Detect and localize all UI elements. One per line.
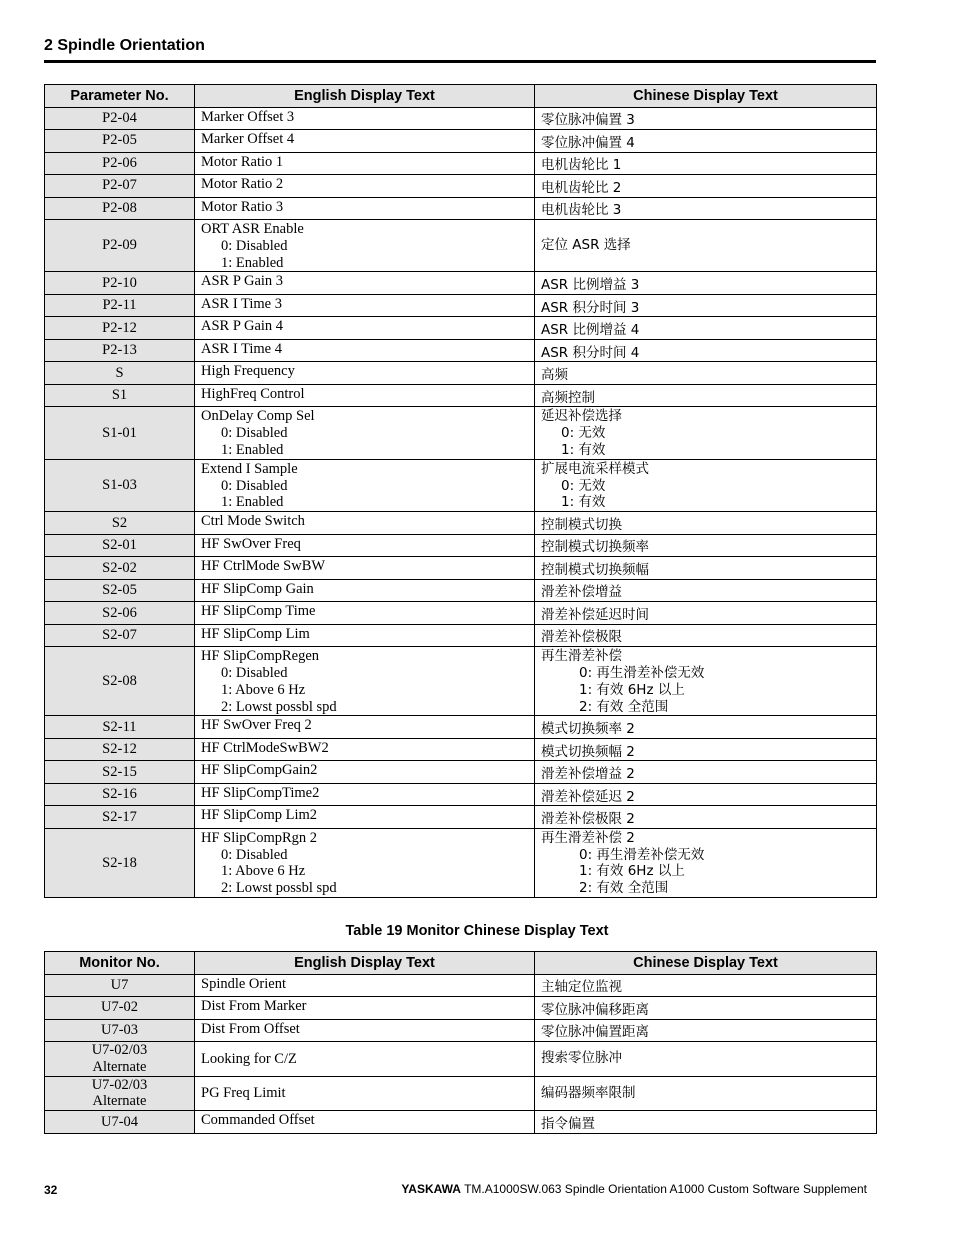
table-row <box>45 407 877 459</box>
cell-text: Motor Ratio 3 <box>201 198 284 215</box>
section-title: 2 Spindle Orientation <box>44 37 205 54</box>
english-text-cell <box>195 317 535 340</box>
english-text-cell <box>195 997 535 1020</box>
english-text-cell <box>195 1042 535 1077</box>
table-row <box>45 624 877 647</box>
cell-text: 电机齿轮比 3 <box>541 202 622 219</box>
number-cell: S2-12 <box>45 738 195 761</box>
chinese-text-cell <box>535 317 877 340</box>
english-text-cell <box>195 783 535 806</box>
chinese-text-cell <box>535 1076 877 1111</box>
english-text-cell <box>195 738 535 761</box>
table-row <box>45 272 877 295</box>
cell-text: 滑差补偿增益 <box>541 584 622 601</box>
cell-text: Looking for C/Z <box>201 1050 297 1067</box>
table-row <box>45 557 877 580</box>
cell-text: ASR P Gain 4 <box>201 318 284 335</box>
title-rule <box>44 60 876 63</box>
chinese-text-cell <box>535 407 877 459</box>
table-row <box>45 1042 877 1077</box>
cell-option-text: 1: Above 6 Hz <box>221 863 306 880</box>
english-text-cell <box>195 512 535 535</box>
cell-text: 延迟补偿选择 <box>541 408 622 425</box>
cell-text: HF SlipComp Lim <box>201 625 310 642</box>
cell-text: HF SwOver Freq <box>201 535 301 552</box>
table-row <box>45 1111 877 1134</box>
cell-option-text: 1: Above 6 Hz <box>221 681 306 698</box>
table-row <box>45 107 877 130</box>
chinese-text-cell <box>535 197 877 220</box>
chinese-text-cell <box>535 557 877 580</box>
chinese-text-cell <box>535 459 877 511</box>
table-row <box>45 197 877 220</box>
number-cell: S2-07 <box>45 624 195 647</box>
number-cell: P2-11 <box>45 294 195 317</box>
number-text: U7-03 <box>100 1021 139 1038</box>
number-text: Alternate <box>92 1058 147 1075</box>
number-cell <box>45 974 195 997</box>
cell-text: 零位脉冲偏移距离 <box>541 1001 649 1018</box>
english-text-cell <box>195 407 535 459</box>
chinese-text-cell <box>535 997 877 1020</box>
cell-option-text: 1: Enabled <box>221 441 284 458</box>
table-row <box>45 806 877 829</box>
table-row <box>45 459 877 511</box>
number-cell: S1 <box>45 384 195 407</box>
table-row <box>45 738 877 761</box>
number-cell: P2-08 <box>45 197 195 220</box>
cell-text: 模式切换频幅 2 <box>541 743 635 760</box>
table-row <box>45 152 877 175</box>
cell-text: HF SlipComp Lim2 <box>201 807 318 824</box>
cell-text: 搜索零位脉冲 <box>541 1050 622 1067</box>
number-text: U7-02 <box>100 999 139 1016</box>
chinese-text-cell <box>535 339 877 362</box>
number-cell: P2-05 <box>45 130 195 153</box>
english-text-cell <box>195 1111 535 1134</box>
cell-text: 再生滑差补偿 <box>541 648 622 665</box>
cell-text: 高频 <box>541 367 568 384</box>
table-row <box>45 534 877 557</box>
english-text-cell <box>195 130 535 153</box>
table-row <box>45 783 877 806</box>
cell-text: OnDelay Comp Sel <box>201 408 315 425</box>
cell-text: 高频控制 <box>541 389 595 406</box>
footer-doc-title: TM.A1000SW.063 Spindle Orientation A1000 Custom Software Supplement <box>464 1182 867 1196</box>
cell-text: 主轴定位监视 <box>541 979 622 996</box>
chinese-text-cell <box>535 384 877 407</box>
number-cell: S2-18 <box>45 828 195 897</box>
english-text-cell <box>195 602 535 625</box>
cell-text: Dist From Offset <box>201 1020 300 1037</box>
chinese-text-cell <box>535 828 877 897</box>
table-row <box>45 1076 877 1111</box>
number-cell: S2-02 <box>45 557 195 580</box>
cell-option-text: 1: 有效 6Hz 以上 <box>579 681 685 698</box>
cell-text: 零位脉冲偏置 3 <box>541 112 635 129</box>
cell-option-text: 2: Lowst possbl spd <box>221 698 337 715</box>
table-caption: Table 19 Monitor Chinese Display Text <box>345 923 609 939</box>
cell-option-text: 0: 无效 <box>561 425 606 442</box>
table-row <box>45 294 877 317</box>
cell-text: Motor Ratio 1 <box>201 153 284 170</box>
cell-text: ASR 比例增益 3 <box>541 277 640 294</box>
cell-text: 控制模式切换频幅 <box>541 561 649 578</box>
cell-text: 定位 ASR 选择 <box>541 237 631 254</box>
cell-text: 控制模式切换 <box>541 516 622 533</box>
cell-text: Commanded Offset <box>201 1112 315 1129</box>
table-row <box>45 1019 877 1042</box>
table-row <box>45 512 877 535</box>
cell-text: HF SlipCompRegen <box>201 648 320 665</box>
english-text-cell <box>195 828 535 897</box>
column-header: Chinese Display Text <box>535 952 877 975</box>
cell-text: 零位脉冲偏置距离 <box>541 1024 649 1041</box>
number-text: U7 <box>110 976 129 993</box>
cell-text: 指令偏置 <box>541 1115 595 1132</box>
table-row <box>45 974 877 997</box>
number-cell: P2-07 <box>45 175 195 198</box>
cell-option-text: 1: Enabled <box>221 254 284 271</box>
cell-text: HF SlipCompGain2 <box>201 762 318 779</box>
page-number: 32 <box>44 1183 58 1197</box>
english-text-cell <box>195 716 535 739</box>
number-cell: S1-03 <box>45 459 195 511</box>
column-header: English Display Text <box>195 85 535 108</box>
chinese-text-cell <box>535 1019 877 1042</box>
english-text-cell <box>195 152 535 175</box>
cell-text: 零位脉冲偏置 4 <box>541 134 635 151</box>
english-text-cell <box>195 175 535 198</box>
cell-text: 滑差补偿极限 <box>541 629 622 646</box>
cell-text: ASR 比例增益 4 <box>541 322 640 339</box>
chinese-text-cell <box>535 806 877 829</box>
chinese-text-cell <box>535 362 877 385</box>
column-header: Monitor No. <box>45 952 195 975</box>
column-header: English Display Text <box>195 952 535 975</box>
chinese-text-cell <box>535 716 877 739</box>
cell-option-text: 0: Disabled <box>221 477 288 494</box>
cell-text: ASR 积分时间 3 <box>541 299 640 316</box>
english-text-cell <box>195 647 535 716</box>
table-row <box>45 579 877 602</box>
number-cell <box>45 1076 195 1111</box>
english-text-cell <box>195 1019 535 1042</box>
chinese-text-cell <box>535 1111 877 1134</box>
chinese-text-cell <box>535 294 877 317</box>
table-row <box>45 761 877 784</box>
table-row <box>45 716 877 739</box>
cell-text: 滑差补偿极限 2 <box>541 811 635 828</box>
cell-text: HF SlipComp Time <box>201 603 316 620</box>
table-row <box>45 220 877 272</box>
cell-text: Dist From Marker <box>201 998 307 1014</box>
chinese-text-cell <box>535 974 877 997</box>
cell-text: HF SlipCompRgn 2 <box>201 829 318 846</box>
table-row <box>45 602 877 625</box>
cell-option-text: 1: 有效 <box>561 441 606 458</box>
cell-text: PG Freq Limit <box>201 1085 286 1102</box>
english-text-cell <box>195 197 535 220</box>
number-cell: P2-13 <box>45 339 195 362</box>
english-text-cell <box>195 384 535 407</box>
cell-text: Motor Ratio 2 <box>201 176 284 192</box>
cell-text: 编码器频率限制 <box>541 1084 636 1101</box>
cell-option-text: 1: 有效 6Hz 以上 <box>579 863 685 880</box>
number-cell: P2-10 <box>45 272 195 295</box>
number-cell: S2-08 <box>45 647 195 716</box>
number-text: U7-04 <box>100 1113 139 1130</box>
chinese-text-cell <box>535 761 877 784</box>
column-header: Chinese Display Text <box>535 85 877 108</box>
number-cell: P2-04 <box>45 107 195 130</box>
number-text: U7-02/03 <box>91 1042 148 1058</box>
cell-text: 电机齿轮比 1 <box>541 157 622 174</box>
number-cell <box>45 1019 195 1042</box>
chinese-text-cell <box>535 107 877 130</box>
footer-doc-info <box>401 1182 867 1196</box>
chinese-text-cell <box>535 783 877 806</box>
table-row <box>45 384 877 407</box>
number-text: Alternate <box>92 1093 147 1110</box>
footer-brand: YASKAWA <box>401 1182 461 1196</box>
table-row <box>45 997 877 1020</box>
cell-text: ASR 积分时间 4 <box>541 344 640 361</box>
number-cell <box>45 1042 195 1077</box>
parameter-table <box>44 84 877 898</box>
number-cell: P2-09 <box>45 220 195 272</box>
monitor-table <box>44 951 877 1134</box>
cell-option-text: 0: Disabled <box>221 237 288 254</box>
cell-text: 再生滑差补偿 2 <box>541 829 635 846</box>
table-row <box>45 317 877 340</box>
chinese-text-cell <box>535 624 877 647</box>
cell-option-text: 0: 再生滑差补偿无效 <box>579 846 705 863</box>
english-text-cell <box>195 806 535 829</box>
cell-text: HF CtrlModeSwBW2 <box>201 739 329 756</box>
cell-text: 滑差补偿延迟 2 <box>541 788 635 805</box>
cell-text: 滑差补偿增益 2 <box>541 766 635 783</box>
chinese-text-cell <box>535 602 877 625</box>
chinese-text-cell <box>535 579 877 602</box>
cell-option-text: 2: 有效 全范围 <box>579 880 669 897</box>
cell-text: 扩展电流采样模式 <box>541 460 649 477</box>
table-row <box>45 175 877 198</box>
cell-option-text: 0: Disabled <box>221 425 288 442</box>
cell-text: Marker Offset 4 <box>201 131 295 147</box>
number-cell: S2-06 <box>45 602 195 625</box>
table-header-row <box>45 952 877 975</box>
cell-text: HF SwOver Freq 2 <box>201 717 312 734</box>
english-text-cell <box>195 272 535 295</box>
english-text-cell <box>195 534 535 557</box>
english-text-cell <box>195 294 535 317</box>
number-cell: S2-15 <box>45 761 195 784</box>
chinese-text-cell <box>535 272 877 295</box>
cell-option-text: 2: Lowst possbl spd <box>221 880 337 897</box>
table-row <box>45 362 877 385</box>
chinese-text-cell <box>535 647 877 716</box>
english-text-cell <box>195 339 535 362</box>
english-text-cell <box>195 1076 535 1111</box>
cell-text: ORT ASR Enable <box>201 221 304 237</box>
cell-option-text: 1: Enabled <box>221 494 284 511</box>
cell-text: Spindle Orient <box>201 975 286 992</box>
number-cell: S2-05 <box>45 579 195 602</box>
english-text-cell <box>195 362 535 385</box>
cell-option-text: 1: 有效 <box>561 494 606 511</box>
english-text-cell <box>195 459 535 511</box>
table-row <box>45 828 877 897</box>
cell-option-text: 0: 再生滑差补偿无效 <box>579 664 705 681</box>
cell-text: HF CtrlMode SwBW <box>201 558 326 575</box>
english-text-cell <box>195 557 535 580</box>
cell-option-text: 2: 有效 全范围 <box>579 698 669 715</box>
table-row <box>45 339 877 362</box>
cell-text: ASR P Gain 3 <box>201 273 284 290</box>
cell-text: 电机齿轮比 2 <box>541 179 622 196</box>
cell-text: 模式切换频率 2 <box>541 721 635 738</box>
chinese-text-cell <box>535 175 877 198</box>
number-cell: S2-01 <box>45 534 195 557</box>
chinese-text-cell <box>535 1042 877 1077</box>
english-text-cell <box>195 107 535 130</box>
number-cell: S2-16 <box>45 783 195 806</box>
number-cell: P2-12 <box>45 317 195 340</box>
chinese-text-cell <box>535 152 877 175</box>
cell-text: High Frequency <box>201 363 295 380</box>
english-text-cell <box>195 579 535 602</box>
cell-text: HighFreq Control <box>201 385 305 402</box>
number-cell: S2-17 <box>45 806 195 829</box>
english-text-cell <box>195 974 535 997</box>
chinese-text-cell <box>535 534 877 557</box>
chinese-text-cell <box>535 220 877 272</box>
table-header-row <box>45 85 877 108</box>
number-cell <box>45 997 195 1020</box>
cell-option-text: 0: 无效 <box>561 477 606 494</box>
number-cell: P2-06 <box>45 152 195 175</box>
table-row <box>45 647 877 716</box>
cell-text: HF SlipCompTime2 <box>201 784 320 801</box>
number-cell: S <box>45 362 195 385</box>
cell-option-text: 0: Disabled <box>221 664 288 681</box>
cell-text: 控制模式切换频率 <box>541 539 649 556</box>
number-cell: S2-11 <box>45 716 195 739</box>
table-row <box>45 130 877 153</box>
cell-text: ASR I Time 4 <box>201 340 282 357</box>
chinese-text-cell <box>535 130 877 153</box>
cell-text: Extend I Sample <box>201 460 298 477</box>
chinese-text-cell <box>535 738 877 761</box>
cell-text: Marker Offset 3 <box>201 108 295 125</box>
column-header: Parameter No. <box>45 85 195 108</box>
number-text: U7-02/03 <box>91 1076 148 1093</box>
english-text-cell <box>195 761 535 784</box>
cell-text: Ctrl Mode Switch <box>201 513 305 530</box>
number-cell <box>45 1111 195 1134</box>
english-text-cell <box>195 624 535 647</box>
cell-text: HF SlipComp Gain <box>201 580 314 597</box>
cell-text: 滑差补偿延迟时间 <box>541 606 649 623</box>
number-cell: S1-01 <box>45 407 195 459</box>
cell-text: ASR I Time 3 <box>201 295 282 312</box>
english-text-cell <box>195 220 535 272</box>
number-cell: S2 <box>45 512 195 535</box>
chinese-text-cell <box>535 512 877 535</box>
cell-option-text: 0: Disabled <box>221 846 288 863</box>
